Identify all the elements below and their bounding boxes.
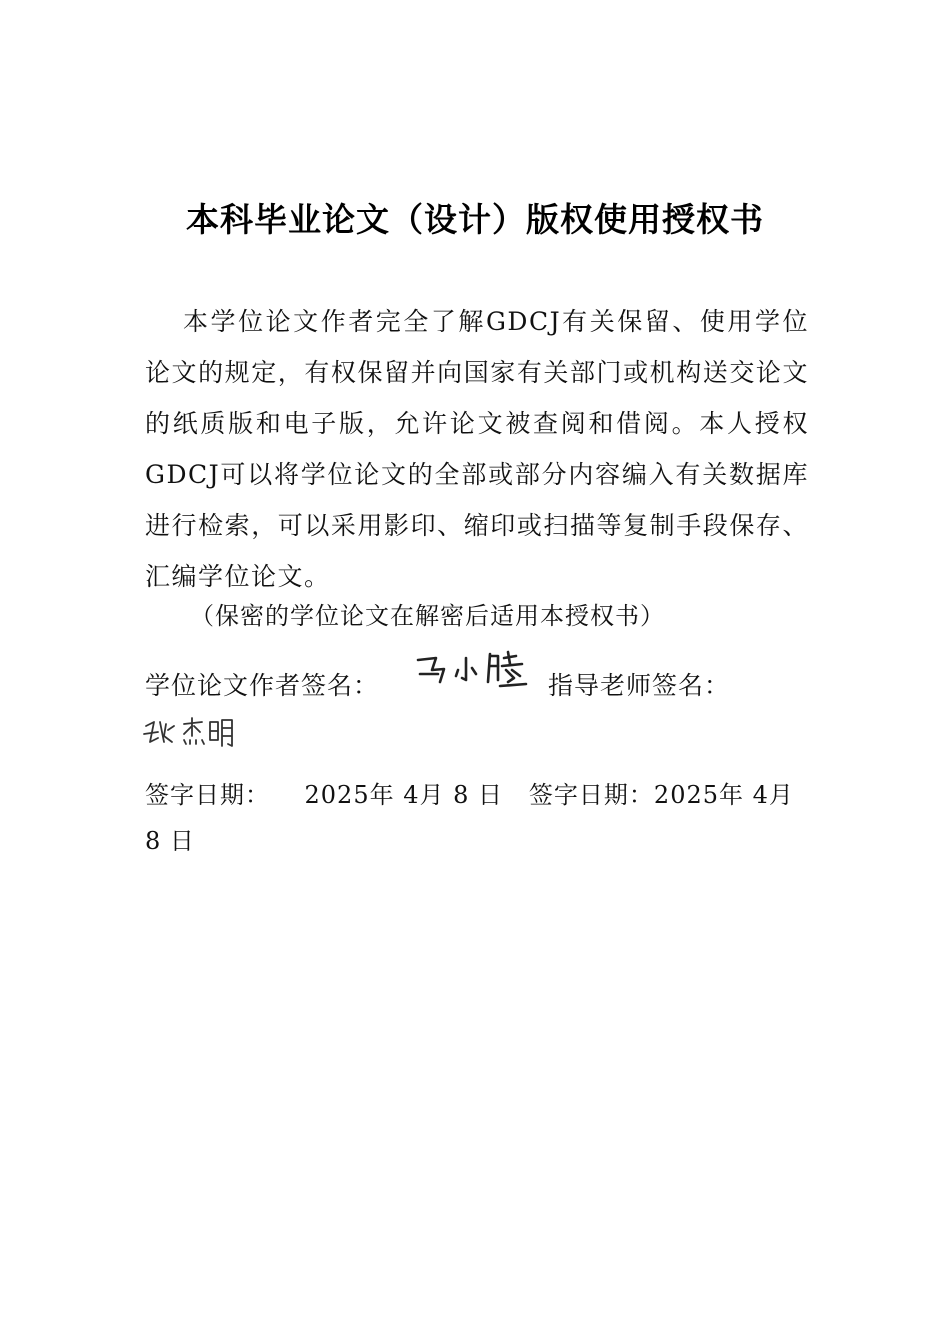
advisor-signature-label: 指导老师签名： bbox=[548, 671, 731, 700]
authorization-paragraph: 本学位论文作者完全了解GDCJ有关保留、使用学位论文的规定，有权保留并向国家有关部门或机构送交论文的纸质版和电子版，允许论文被查阅和借阅。本人授权GDCJ可以将学位论文的全部或部分内容编入有关数据库进行检索，可以采用影印、缩印或扫描等复制手段保存、汇编学位论文。 bbox=[145, 307, 809, 591]
author-date-value: 2025年 4月 8 日 bbox=[304, 781, 504, 809]
advisor-signature bbox=[142, 712, 238, 752]
author-signature bbox=[412, 648, 532, 694]
confidentiality-note: （保密的学位论文在解密后适用本授权书） bbox=[190, 602, 665, 630]
advisor-date-value: 2025年 4月 8 日 bbox=[145, 781, 794, 855]
document-title: 本科毕业论文（设计）版权使用授权书 bbox=[186, 200, 764, 239]
date-line bbox=[145, 772, 815, 864]
advisor-date-label: 签字日期： bbox=[528, 781, 654, 809]
author-signature-label: 学位论文作者签名： bbox=[145, 671, 380, 700]
author-date-label: 签字日期： bbox=[145, 781, 270, 809]
